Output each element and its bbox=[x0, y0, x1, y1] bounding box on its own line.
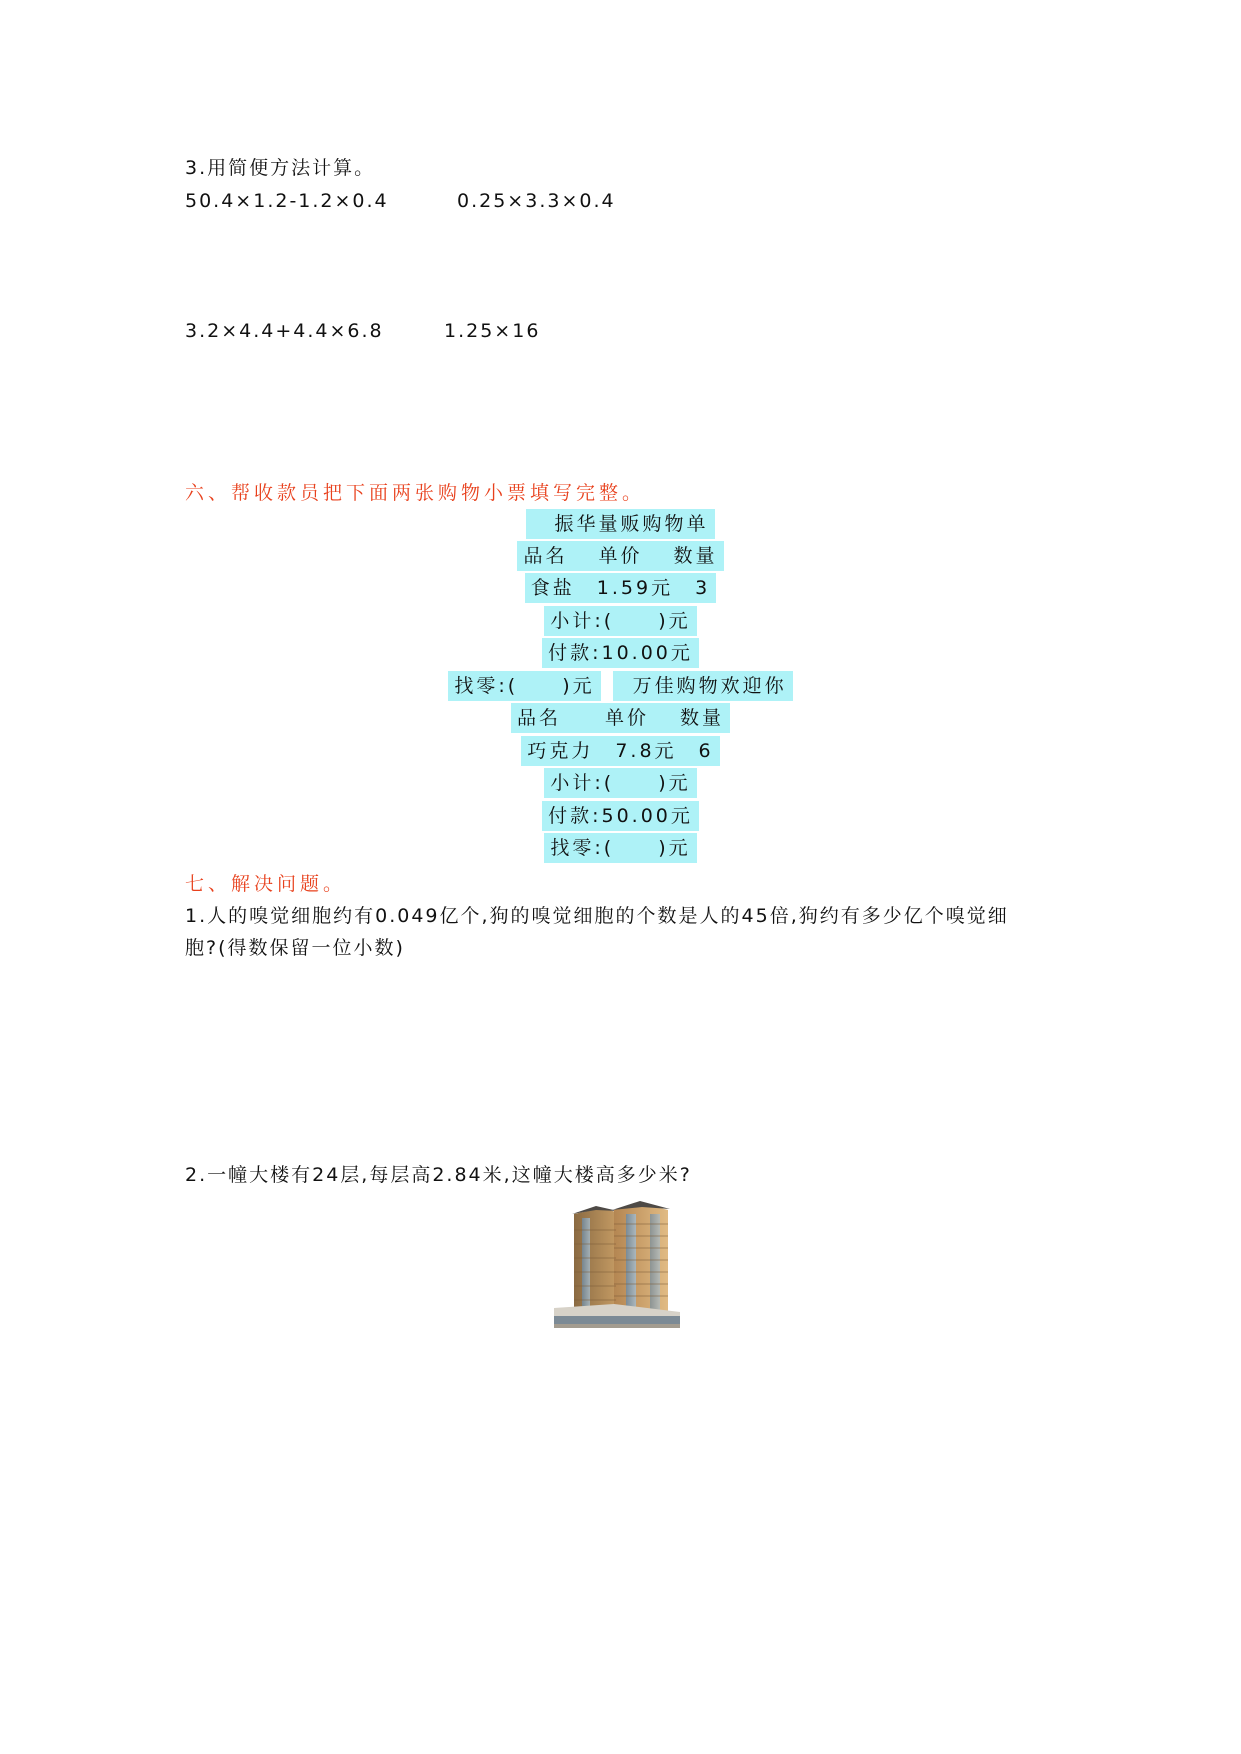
expression-2: 0.25×3.3×0.4 bbox=[457, 190, 616, 212]
receipt-shared-row bbox=[0, 671, 1241, 701]
building-image bbox=[552, 1200, 682, 1332]
receipt1-store-name: 振华量贩购物单 bbox=[526, 509, 714, 539]
expression-3: 3.2×4.4+4.4×6.8 bbox=[185, 320, 384, 342]
receipt2-item-row bbox=[0, 736, 1241, 766]
question1-line2: 胞?(得数保留一位小数) bbox=[185, 937, 405, 959]
receipt2-subtotal-row bbox=[0, 768, 1241, 798]
receipt2-columns: 品名 单价 数量 bbox=[511, 703, 730, 733]
question2: 2.一幢大楼有24层,每层高2.84米,这幢大楼高多少米? bbox=[185, 1164, 692, 1186]
section3-title: 3.用简便方法计算。 bbox=[185, 157, 376, 179]
receipt2-paid: 付款:50.00元 bbox=[542, 801, 699, 831]
receipt1-store-row bbox=[0, 509, 1241, 539]
section6-heading: 六、帮收款员把下面两张购物小票填写完整。 bbox=[185, 482, 646, 504]
receipt1-columns: 品名 单价 数量 bbox=[517, 541, 723, 571]
receipt1-columns-row bbox=[0, 541, 1241, 571]
receipt2-columns-row bbox=[0, 703, 1241, 733]
expression-4: 1.25×16 bbox=[444, 320, 541, 342]
receipt2-item: 巧克力 7.8元 6 bbox=[521, 736, 719, 766]
receipt2-change: 找零:( )元 bbox=[544, 833, 696, 863]
receipt1-subtotal: 小计:( )元 bbox=[544, 606, 696, 636]
receipt2-subtotal: 小计:( )元 bbox=[544, 768, 696, 798]
receipt2-store-name: 万佳购物欢迎你 bbox=[613, 671, 793, 701]
receipt1-item-row bbox=[0, 573, 1241, 603]
receipt1-subtotal-row bbox=[0, 606, 1241, 636]
receipt2-paid-row bbox=[0, 801, 1241, 831]
receipt1-paid-row bbox=[0, 638, 1241, 668]
question1-line1: 1.人的嗅觉细胞约有0.049亿个,狗的嗅觉细胞的个数是人的45倍,狗约有多少亿个嗅觉细 bbox=[185, 905, 1009, 927]
section7-heading: 七、解决问题。 bbox=[185, 873, 347, 895]
receipt1-change: 找零:( )元 bbox=[448, 671, 600, 701]
receipt1-paid: 付款:10.00元 bbox=[542, 638, 699, 668]
expression-1: 50.4×1.2-1.2×0.4 bbox=[185, 190, 389, 212]
receipt2-change-row bbox=[0, 833, 1241, 863]
receipt1-item: 食盐 1.59元 3 bbox=[525, 573, 716, 603]
